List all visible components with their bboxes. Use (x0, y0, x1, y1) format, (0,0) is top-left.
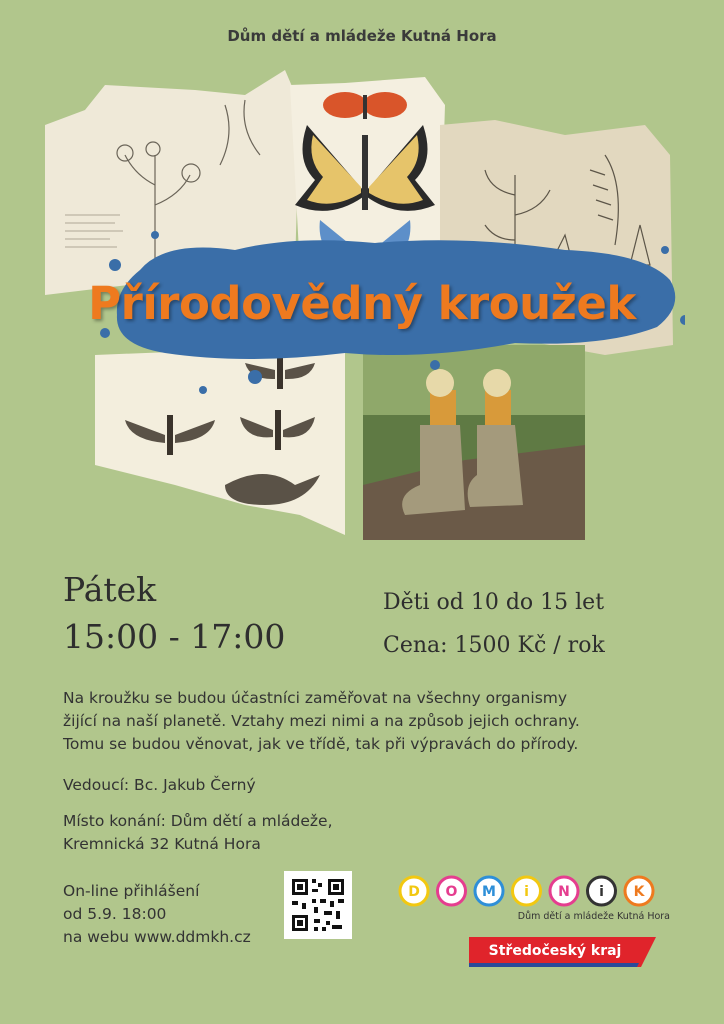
butterfly-middle (295, 125, 435, 211)
boots-photo (363, 345, 585, 540)
logo-letter: D (408, 884, 420, 900)
logo-letter: i (524, 884, 529, 900)
dominik-logo-subtitle: Dům dětí a mládeže Kutná Hora (517, 911, 670, 922)
price-label: Cena: 1500 Kč / rok (383, 633, 605, 658)
logo-letter: N (558, 884, 570, 900)
poster-title: Přírodovědný kroužek (88, 277, 636, 330)
signup-line[interactable]: na webu www.ddmkh.cz (63, 928, 251, 946)
venue-info (63, 810, 333, 856)
time-label: 15:00 - 17:00 (63, 617, 286, 656)
dominik-logo (396, 875, 658, 907)
leader-info: Vedoucí: Bc. Jakub Černý (63, 776, 256, 794)
signup-line: On-line přihlášení (63, 882, 200, 900)
venue-line: Kremnická 32 Kutná Hora (63, 835, 261, 853)
butterfly-top (323, 92, 407, 119)
logo-letter: i (599, 884, 604, 900)
day-label: Pátek (63, 570, 157, 609)
description (63, 687, 673, 756)
age-label: Děti od 10 do 15 let (383, 590, 605, 615)
region-name: Středočeský kraj (488, 943, 622, 959)
description-line: Na kroužku se budou účastníci zaměřovat na všechny organismy (63, 689, 568, 707)
qr-code[interactable] (284, 871, 352, 939)
signup-info (63, 880, 251, 949)
venue-line: Místo konání: Dům dětí a mládeže, (63, 812, 333, 830)
logo-letter: M (482, 884, 496, 900)
logo-letter: K (633, 884, 645, 900)
logo-letter: O (445, 884, 458, 900)
description-line: žijící na naší planetě. Vztahy mezi nimi a na způsob jejich ochrany. (63, 712, 580, 730)
description-line: Tomu se budou věnovat, jak ve třídě, tak při výpravách do přírody. (63, 735, 579, 753)
signup-line: od 5.9. 18:00 (63, 905, 167, 923)
organization-header: Dům dětí a mládeže Kutná Hora (227, 27, 497, 45)
